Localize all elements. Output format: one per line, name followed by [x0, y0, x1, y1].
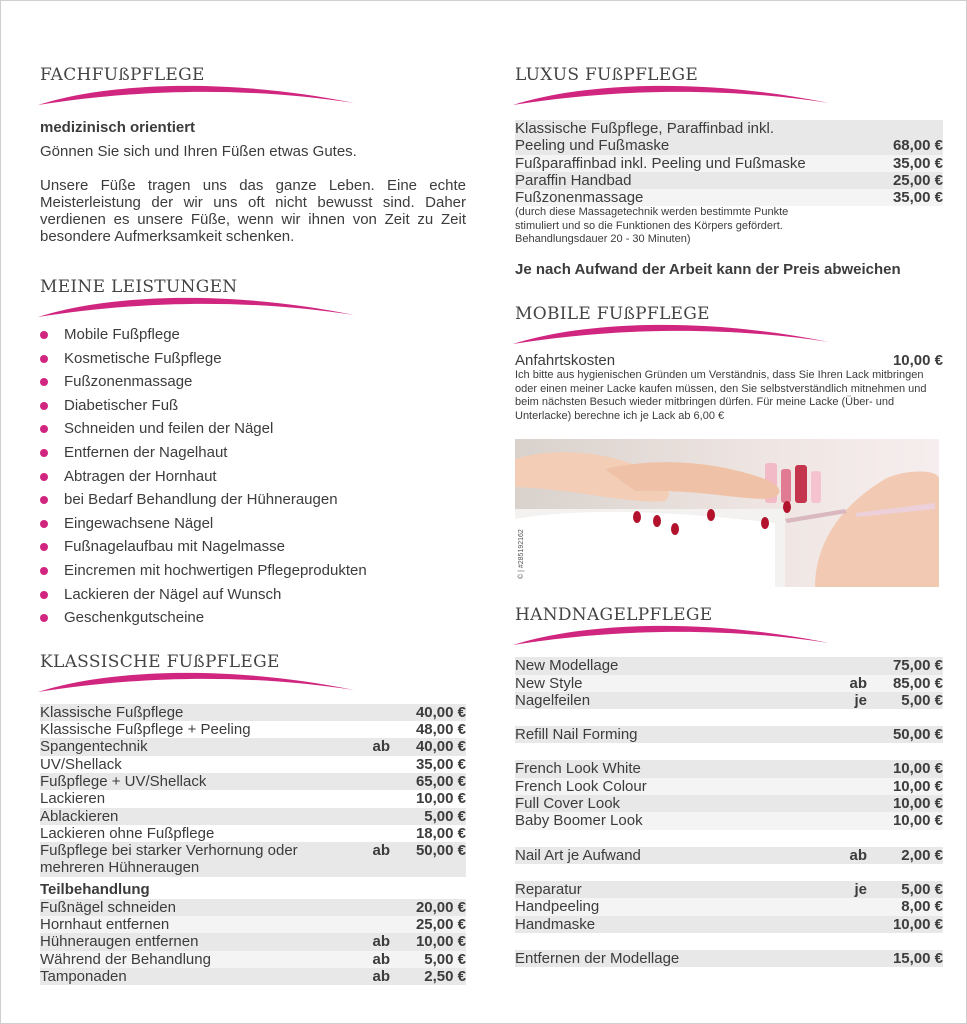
luxus-price-table [515, 120, 943, 206]
price-row: Fußpflege + UV/Shellack 65,00 € [40, 772, 466, 790]
price-row: New Style ab 85,00 € [515, 674, 943, 692]
list-item: bei Bedarf Behandlung der Hühneraugen [40, 490, 466, 514]
price-row: Refill Nail Forming 50,00 € [515, 726, 943, 744]
list-item: Diabetischer Fuß [40, 396, 466, 420]
bullet-icon [40, 520, 48, 528]
price-row: Lackieren ohne Fußpflege 18,00 € [40, 824, 466, 842]
mobile-note: Ich bitte aus hygienischen Gründen um Verständnis, dass Sie Ihren Lack mitbringen oder einen meiner Lacke kaufen müssen, den Sie selbstverständlich mitnehmen und beim nächsten Besuch wieder mitbringen dürfen. Für meine Lacke (Über- und Unterlacke) berechne ich je Lack ab 6,00 € [515, 369, 927, 422]
manicure-photo [515, 439, 939, 587]
price-row: French Look Colour 10,00 € [515, 777, 943, 795]
list-item: Fußzonenmassage [40, 372, 466, 396]
list-item: Abtragen der Hornhaut [40, 467, 466, 491]
section-heading-leistungen [40, 277, 466, 321]
price-row: Lackieren 10,00 € [40, 790, 466, 808]
price-row: Klassische Fußpflege, Paraffinbad inkl. Peeling und Fußmaske 68,00 € [515, 120, 943, 155]
price-note: Je nach Aufwand der Arbeit kann der Preis abweichen [515, 260, 901, 278]
price-row: Klassische Fußpflege + Peeling 48,00 € [40, 721, 466, 739]
section-title: LUXUS FUßPFLEGE [515, 65, 699, 85]
subsection-title: Teilbehandlung [40, 880, 150, 898]
bullet-icon [40, 614, 48, 622]
price-row: Hühneraugen entfernen ab 10,00 € [40, 933, 466, 951]
list-item: Kosmetische Fußpflege [40, 349, 466, 373]
price-row: Full Cover Look 10,00 € [515, 795, 943, 813]
section-title: KLASSISCHE FUßPFLEGE [40, 651, 280, 672]
list-item: Fußnagelaufbau mit Nagelmasse [40, 537, 466, 561]
bullet-icon [40, 543, 48, 551]
list-item: Entfernen der Nagelhaut [40, 443, 466, 467]
manicure-image [515, 439, 939, 587]
bullet-icon [40, 355, 48, 363]
list-item: Eingewachsene Nägel [40, 514, 466, 538]
section-title: FACHFUßPFLEGE [40, 65, 205, 85]
bullet-icon [40, 591, 48, 599]
price-row: Paraffin Handbad 25,00 € [515, 171, 943, 189]
price-row: Reparatur je 5,00 € [515, 880, 943, 898]
price-row: Entfernen der Modellage 15,00 € [515, 949, 943, 967]
price-row: Tamponaden ab 2,50 € [40, 967, 466, 985]
teilbehandlung-price-table [40, 899, 466, 985]
hand-price-table [515, 657, 943, 967]
section-heading-luxus [515, 65, 943, 109]
klassisch-price-table [40, 704, 466, 877]
price-row: Spangentechnik ab 40,00 € [40, 738, 466, 756]
subtitle: medizinisch orientiert [40, 119, 196, 136]
price-row: UV/Shellack 35,00 € [40, 755, 466, 773]
list-item: Schneiden und feilen der Nägel [40, 419, 466, 443]
bullet-icon [40, 473, 48, 481]
price-row: Fußnägel schneiden 20,00 € [40, 898, 466, 916]
list-item: Geschenkgutscheine [40, 608, 466, 632]
section-heading-hand [515, 605, 943, 649]
bullet-icon [40, 378, 48, 386]
bullet-icon [40, 567, 48, 575]
price-row: Fußpflege bei starker Verhornung oder mehreren Hühneraugen ab 50,00 € [40, 842, 466, 877]
price-row: Nail Art je Aufwand ab 2,00 € [515, 846, 943, 864]
left-column [40, 1, 466, 985]
section-heading-klassisch [40, 652, 466, 696]
price-row: Ablackieren 5,00 € [40, 807, 466, 825]
bullet-icon [40, 496, 48, 504]
photo-credit: © | #285192162 [518, 529, 525, 580]
bullet-icon [40, 331, 48, 339]
bullet-icon [40, 449, 48, 457]
section-title: HANDNAGELPFLEGE [515, 605, 713, 626]
bullet-icon [40, 425, 48, 433]
price-row: Fußzonenmassage 35,00 € [515, 189, 943, 207]
price-row: Handmaske 10,00 € [515, 915, 943, 933]
price-row: Baby Boomer Look 10,00 € [515, 812, 943, 830]
section-heading-fachfusspflege [40, 65, 466, 109]
description-text: Unsere Füße tragen uns das ganze Leben. Eine echte Meisterleistung der wir uns oft nicht bewusst sind. Daher verdienen es unsere Füße, wenn wir ihnen von Zeit zu Zeit besondere Aufmerksamkeit schenken. [40, 177, 466, 245]
right-column [515, 1, 943, 967]
price-row: Während der Behandlung ab 5,00 € [40, 950, 466, 968]
price-row: Klassische Fußpflege 40,00 € [40, 703, 466, 721]
price-row: Handpeeling 8,00 € [515, 898, 943, 916]
price-row: Fußparaffinbad inkl. Peeling und Fußmaske 35,00 € [515, 154, 943, 172]
massage-note: (durch diese Massagetechnik werden bestimmte Punkte stimuliert und so die Funktionen des Körpers gefördert. Behandlungsdauer 20 - 30 Minuten) [515, 206, 789, 246]
price-row: New Modellage 75,00 € [515, 657, 943, 675]
price-row: Anfahrtskosten 10,00 € [515, 351, 943, 369]
list-item: Lackieren der Nägel auf Wunsch [40, 585, 466, 609]
bullet-icon [40, 402, 48, 410]
list-item: Mobile Fußpflege [40, 325, 466, 349]
section-title: MEINE LEISTUNGEN [40, 277, 238, 297]
services-list [40, 325, 466, 632]
intro-text: Gönnen Sie sich und Ihren Füßen etwas Gutes. [40, 143, 357, 160]
section-title: MOBILE FUßPFLEGE [515, 303, 710, 324]
list-item: Eincremen mit hochwertigen Pflegeprodukten [40, 561, 466, 585]
price-row: Nagelfeilen je 5,00 € [515, 691, 943, 709]
section-heading-mobile [515, 304, 943, 348]
price-row: French Look White 10,00 € [515, 760, 943, 778]
price-row: Hornhaut entfernen 25,00 € [40, 915, 466, 933]
